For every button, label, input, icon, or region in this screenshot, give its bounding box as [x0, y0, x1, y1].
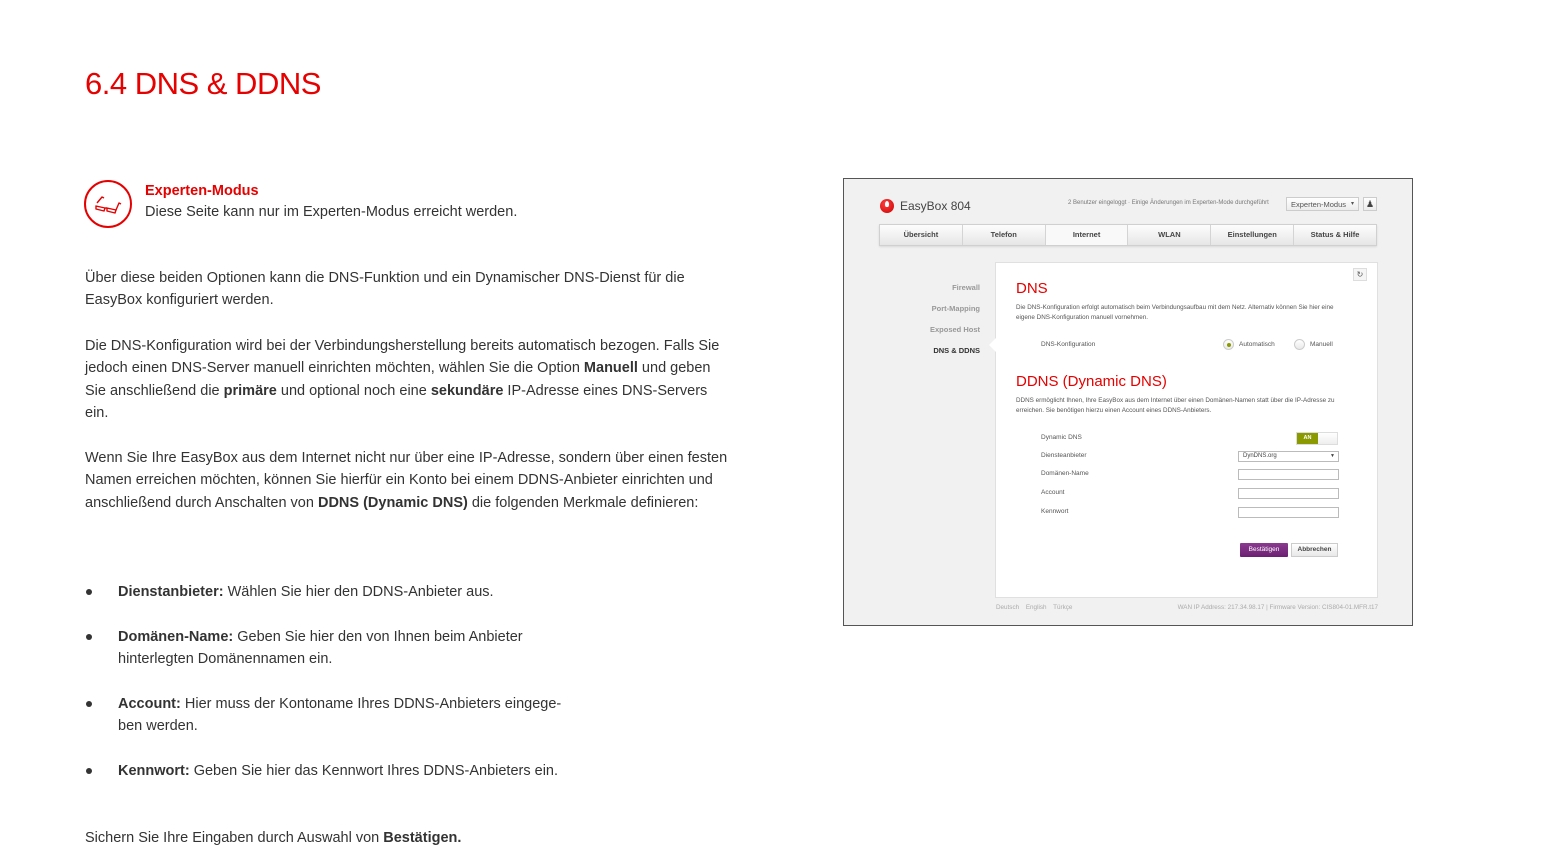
- list-item: [85, 693, 585, 738]
- dynamic-dns-toggle[interactable]: [1296, 432, 1338, 445]
- expert-mode-heading: Experten-Modus: [145, 183, 259, 199]
- list-text: Geben Sie hier das Kennwort Ihres DDNS-Anbieters ein.: [189, 762, 559, 779]
- ddns-heading: DDNS (Dynamic DNS): [1016, 373, 1167, 390]
- expert-mode-text: Diese Seite kann nur im Experten-Modus erreicht werden.: [145, 204, 518, 220]
- panel-caret: [989, 338, 996, 352]
- content-panel: [995, 262, 1378, 598]
- feature-list: [85, 581, 585, 805]
- dns-description: Die DNS-Konfiguration erfolgt automatisch beim Verbindungsaufbau mit dem Netz. Alternativ können Sie hier eine eigene DNS-Konfiguration manuell vornehmen.: [1016, 304, 1334, 321]
- intro-paragraph: Über diese beiden Optionen kann die DNS-Funktion und ein Dynamischer DNS-Dienst für die EasyBox konfiguriert werden.: [85, 270, 685, 309]
- text-run: Sichern Sie Ihre Eingaben durch Auswahl von: [85, 830, 384, 846]
- dynamic-dns-label: Dynamic DNS: [1041, 434, 1082, 441]
- list-item: [85, 760, 585, 782]
- cancel-button[interactable]: Abbrechen: [1291, 543, 1338, 557]
- bold-primaere: primäre: [223, 382, 277, 399]
- side-nav: [894, 277, 980, 361]
- router-screenshot: [843, 178, 1413, 626]
- user-icon[interactable]: ♟: [1363, 197, 1377, 211]
- list-item: [85, 626, 585, 671]
- list-term: Dienstanbieter:: [118, 584, 224, 600]
- confirm-button[interactable]: Bestätigen: [1240, 543, 1288, 557]
- domain-name-input[interactable]: [1238, 469, 1339, 480]
- bold-bestaetigen: Bestätigen.: [383, 830, 462, 846]
- text-run: und geben Sie anschließend die: [85, 360, 711, 399]
- tab-einstellungen[interactable]: Einstellungen: [1211, 225, 1294, 245]
- bullet-icon: [86, 701, 92, 707]
- tab-telefon[interactable]: Telefon: [963, 225, 1046, 245]
- account-label: Account: [1041, 489, 1065, 496]
- dns-config-label: DNS-Konfiguration: [1041, 341, 1096, 348]
- list-text: Wählen Sie hier den DDNS-Anbieter aus.: [223, 584, 494, 600]
- refresh-icon[interactable]: ↻: [1353, 268, 1367, 281]
- provider-select[interactable]: [1238, 451, 1339, 462]
- page-title: 6.4 DNS & DDNS: [85, 66, 321, 101]
- provider-label: Diensteanbieter: [1041, 452, 1087, 459]
- text-run: und optional noch eine: [276, 382, 431, 399]
- text-run: die folgenden Merkmale definieren:: [467, 494, 699, 511]
- bold-ddns: DDNS (Dynamic DNS): [317, 494, 468, 511]
- main-tabs: [879, 224, 1377, 246]
- brand-name: EasyBox 804: [900, 199, 971, 213]
- tab-wlan[interactable]: WLAN: [1128, 225, 1211, 245]
- vodafone-logo-icon: [880, 199, 894, 213]
- bullet-icon: [86, 768, 92, 774]
- chevron-down-icon: ▾: [1350, 201, 1354, 207]
- password-input[interactable]: [1238, 507, 1339, 518]
- tab-internet[interactable]: Internet: [1046, 225, 1129, 245]
- radio-manuell[interactable]: [1294, 339, 1333, 350]
- sidenav-item-exposed-host[interactable]: Exposed Host: [929, 325, 980, 334]
- tab-uebersicht[interactable]: Übersicht: [880, 225, 963, 245]
- text-run: IP-Adresse eines DNS-Servers ein.: [85, 382, 708, 421]
- radio-label: Manuell: [1310, 341, 1333, 348]
- radio-checked-icon: [1223, 339, 1234, 350]
- password-label: Kennwort: [1041, 508, 1069, 515]
- bullet-icon: [86, 589, 92, 595]
- sidenav-item-firewall[interactable]: Firewall: [952, 283, 980, 292]
- bullet-icon: [86, 634, 92, 640]
- sidenav-item-port-mapping[interactable]: Port-Mapping: [931, 304, 980, 313]
- tab-status-hilfe[interactable]: Status & Hilfe: [1310, 230, 1360, 239]
- language-links: [996, 604, 1077, 611]
- domain-name-label: Domänen-Name: [1041, 470, 1089, 477]
- ddns-paragraph: [85, 447, 730, 514]
- provider-value: DynDNS.org: [1243, 453, 1277, 459]
- text-run: Die DNS-Konfiguration wird bei der Verbindungsherstellung bereits automatisch bezogen. Falls Sie jedoch einen DNS-Server manuell einrichten möchten, wählen Sie die Option: [85, 338, 720, 377]
- sidenav-item-dns-ddns[interactable]: DNS & DDNS: [933, 346, 980, 355]
- glasses-icon: [84, 180, 132, 228]
- lang-deutsch[interactable]: Deutsch: [996, 604, 1020, 611]
- list-term: Kennwort:: [118, 762, 190, 779]
- lang-english[interactable]: English: [1025, 604, 1047, 611]
- list-item: [85, 581, 585, 603]
- chevron-down-icon: ▼: [1330, 453, 1335, 459]
- radio-label: Automatisch: [1239, 341, 1275, 348]
- dns-heading: DNS: [1016, 280, 1048, 297]
- closing-paragraph: [85, 827, 461, 849]
- mode-select-value: Experten-Modus: [1291, 200, 1347, 209]
- bold-sekundaere: sekundäre: [430, 382, 504, 399]
- wan-firmware-info: WAN IP Address: 217.34.98.17 | Firmware Version: CIS804-01.MFR.t17: [1177, 604, 1378, 611]
- list-text: Geben Sie hier den von Ihnen beim Anbieter hinterlegten Domänennamen ein.: [118, 628, 523, 668]
- radio-unchecked-icon: [1294, 339, 1305, 350]
- login-status: 2 Benutzer eingeloggt · Einige Änderungen im Experten-Mode durchgeführt: [1068, 200, 1269, 206]
- mode-select[interactable]: [1286, 197, 1359, 211]
- list-text: Hier muss der Kontoname Ihres DDNS-Anbieters eingege-ben werden.: [118, 695, 562, 735]
- account-input[interactable]: [1238, 488, 1339, 499]
- brand-logo: [880, 199, 971, 213]
- bold-manuell: Manuell: [583, 360, 638, 377]
- lang-tuerkce[interactable]: Türkçe: [1053, 604, 1073, 611]
- list-term: Account:: [118, 695, 181, 712]
- list-term: Domänen-Name:: [118, 628, 234, 645]
- ddns-description: DDNS ermöglicht Ihnen, Ihre EasyBox aus dem Internet über einen Domänen-Namen statt über die IP-Adresse zu erreichen. Sie benötigen hierzu einen Account eines DDNS-Anbieters.: [1016, 397, 1335, 414]
- screenshot-footer: [996, 604, 1378, 611]
- text-run: Wenn Sie Ihre EasyBox aus dem Internet nicht nur über eine IP-Adresse, sondern über einen festen Namen erreichen möchten, können Sie hierfür ein Konto bei einem DDNS-Anbieter einrichten und anschließend durch Anschalten von: [85, 450, 728, 511]
- dns-paragraph: [85, 335, 730, 424]
- toggle-state: AN: [1297, 433, 1318, 444]
- expert-mode-notice: [84, 180, 517, 228]
- radio-automatisch[interactable]: [1223, 339, 1275, 350]
